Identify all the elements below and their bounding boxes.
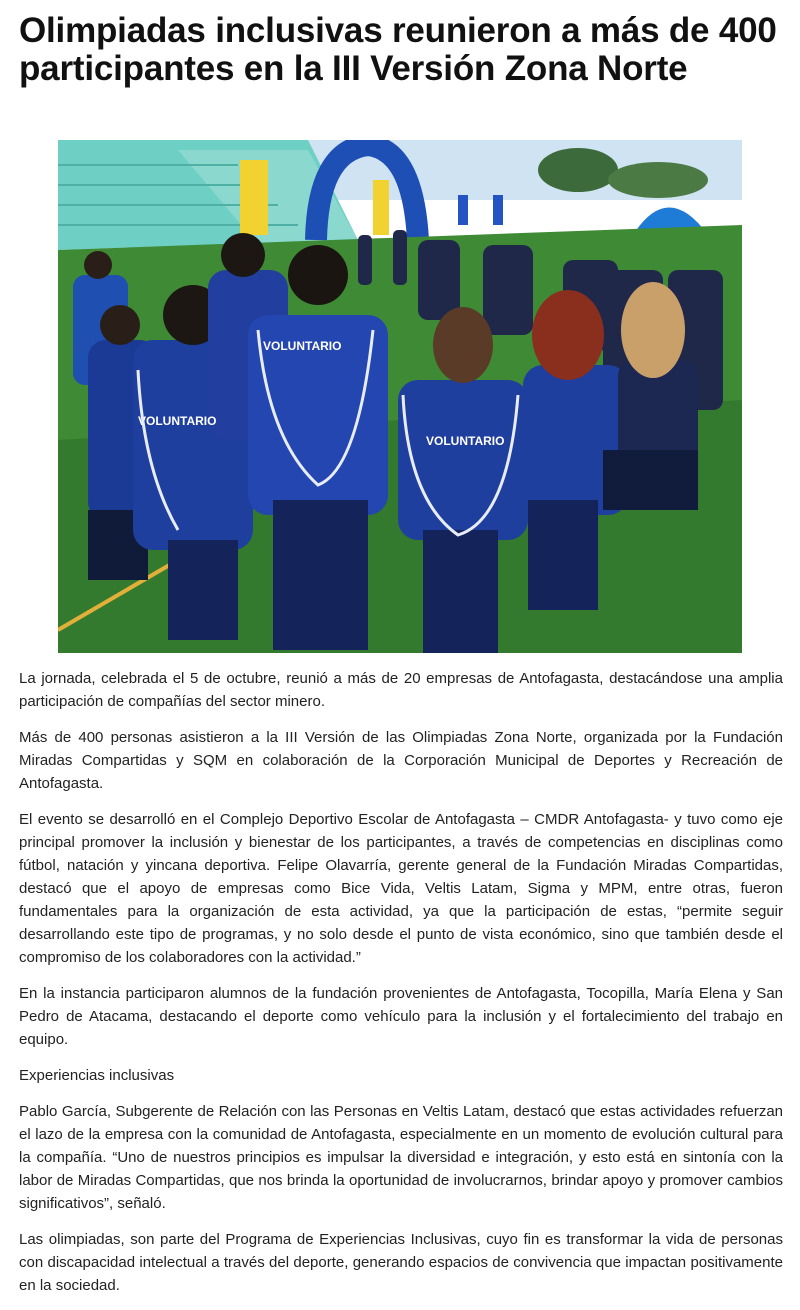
paragraph: La jornada, celebrada el 5 de octubre, reunió a más de 20 empresas de Antofagasta, destacándose una amplia participación de compañías del sector minero. — [19, 670, 783, 710]
article-photo — [58, 140, 742, 653]
article — [19, 0, 783, 88]
section-subheading: Experiencias inclusivas — [19, 1067, 175, 1084]
paragraph: El evento se desarrolló en el Complejo Deportivo Escolar de Antofagasta – CMDR Antofagasta- y tuvo como eje principal promover la inclusión y bienestar de los participantes, a través de competencias en disciplinas como fútbol, natación y yincana deportiva. Felipe Olavarría, gerente general de la Fundación Miradas Compartidas, destacó que el apoyo de empresas como Bice Vida, Veltis Latam, Sigma y MPM, entre otras, fueron fundamentales para la organización de esta actividad, ya que la participación de estas, “permite seguir desarrollando este tipo de programas, y no solo desde el punto de vista económico, sino que también desde el compromiso de los colaboradores con la actividad.” — [19, 811, 783, 966]
vest-label: VOLUNTARIO — [426, 434, 505, 448]
paragraph: Más de 400 personas asistieron a la III Versión de las Olimpiadas Zona Norte, organizada por la Fundación Miradas Compartidas y SQM en colaboración de la Corporación Municipal de Deportes y Recreación de Antofagasta. — [19, 729, 783, 792]
vest-label: VOLUNTARIO — [263, 339, 342, 353]
article-title: Olimpiadas inclusivas reunieron a más de 400 participantes en la III Versión Zona Norte — [19, 11, 777, 88]
article-body — [19, 667, 783, 1310]
paragraph: En la instancia participaron alumnos de la fundación provenientes de Antofagasta, Tocopilla, María Elena y San Pedro de Atacama, destacando el deporte como vehículo para la inclusión y el fortalecimiento del trabajo en equipo. — [19, 985, 783, 1048]
paragraph: Pablo García, Subgerente de Relación con las Personas en Veltis Latam, destacó que estas actividades refuerzan el lazo de la empresa con la comunidad de Antofagasta, especialmente en un momento de evolución cultural para la compañía. “Uno de nuestros principios es impulsar la diversidad e integración, y esto está en sintonía con la labor de Miradas Compartidas, que nos brinda la oportunidad de involucrarnos, brindar apoyo y promover cambios significativos”, señaló. — [19, 1103, 783, 1212]
photo-volunteers — [58, 140, 742, 653]
vest-label: VOLUNTARIO — [138, 414, 217, 428]
paragraph: Las olimpiadas, son parte del Programa de Experiencias Inclusivas, cuyo fin es transformar la vida de personas con discapacidad intelectual a través del deporte, generando espacios de convivencia que impactan positivamente en la sociedad. — [19, 1231, 783, 1294]
